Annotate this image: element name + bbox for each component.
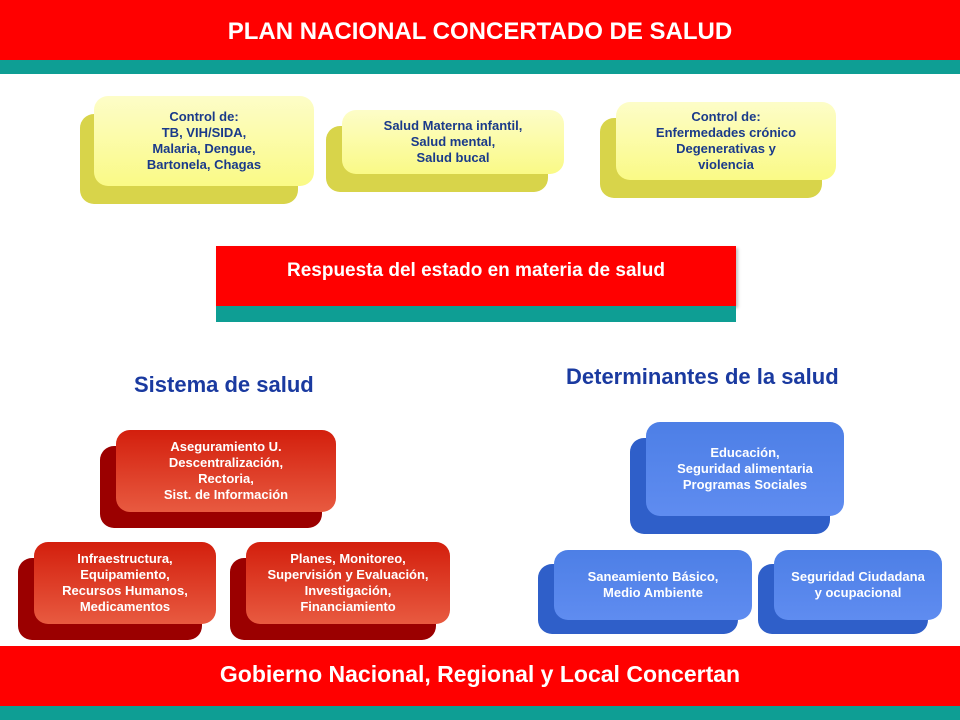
determinantes-heading: Determinantes de la salud bbox=[566, 364, 839, 389]
sistema-box-text: Aseguramiento U. Descentralización, Rectoria, Sist. de Información bbox=[163, 438, 289, 503]
top-box-text: Control de: TB, VIH/SIDA, Malaria, Dengue, Bartonela, Chagas bbox=[146, 108, 262, 173]
top-box-maternal-health bbox=[326, 110, 566, 192]
state-response-teal-block bbox=[216, 306, 736, 322]
determinantes-box-saneamiento bbox=[538, 550, 754, 634]
top-box-chronic-disease bbox=[600, 102, 838, 198]
sistema-box-text: Infraestructura, Equipamiento, Recursos Humanos, Medicamentos bbox=[62, 550, 188, 615]
header-accent-band bbox=[0, 60, 960, 74]
sistema-box-aseguramiento bbox=[100, 430, 338, 528]
determinantes-box-text: Saneamiento Básico, Medio Ambiente bbox=[587, 568, 719, 600]
footer-title: Gobierno Nacional, Regional y Local Concertan bbox=[219, 661, 741, 687]
top-box-text: Salud Materna infantil, Salud mental, Salud bucal bbox=[383, 117, 523, 166]
determinantes-box-educacion bbox=[630, 422, 846, 534]
page-title: PLAN NACIONAL CONCERTADO DE SALUD bbox=[227, 18, 733, 45]
sistema-box-infraestructura bbox=[18, 542, 218, 640]
determinantes-box-seguridad bbox=[758, 550, 944, 634]
sistema-heading: Sistema de salud bbox=[134, 372, 314, 397]
state-response-label: Respuesta del estado en materia de salud bbox=[286, 260, 666, 281]
state-response-box bbox=[216, 246, 736, 322]
top-box-text: Control de: Enfermedades crónico Degenerativas y violencia bbox=[655, 108, 797, 173]
sistema-box-text: Planes, Monitoreo, Supervisión y Evaluación, Investigación, Financiamiento bbox=[267, 550, 429, 615]
determinantes-box-text: Educación, Seguridad alimentaria Programas Sociales bbox=[677, 444, 813, 493]
determinantes-box-text: Seguridad Ciudadana y ocupacional bbox=[791, 568, 925, 600]
top-box-infectious-control bbox=[80, 96, 316, 204]
sistema-box-planes bbox=[230, 542, 452, 640]
footer-accent-band bbox=[0, 706, 960, 720]
